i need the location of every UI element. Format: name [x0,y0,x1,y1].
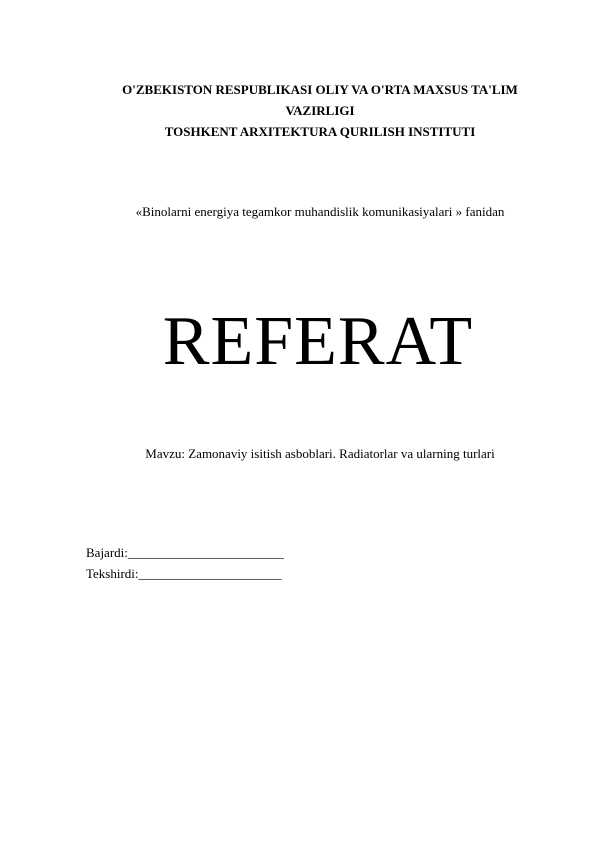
institution-header [80,79,560,142]
course-subject: «Binolarni energiya tegamkor muhandislik komunikasiyalari » fanidan [135,204,505,219]
signature-block [86,542,284,584]
ministry-line-2: VAZIRLIGI [285,103,355,118]
document-title: REFERAT [162,303,474,380]
checked-by-line: Tekshirdi:______________________ [86,566,282,581]
institute-name: TOSHKENT ARXITEKTURA QURILISH INSTITUTI [164,124,476,139]
performed-by-line: Bajardi:________________________ [86,545,284,560]
ministry-line-1: O'ZBEKISTON RESPUBLIKASI OLIY VA O'RTA MAXSUS TA'LIM [122,82,518,97]
report-topic: Mavzu: Zamonaviy isitish asboblari. Radiatorlar va ularning turlari [145,446,495,461]
